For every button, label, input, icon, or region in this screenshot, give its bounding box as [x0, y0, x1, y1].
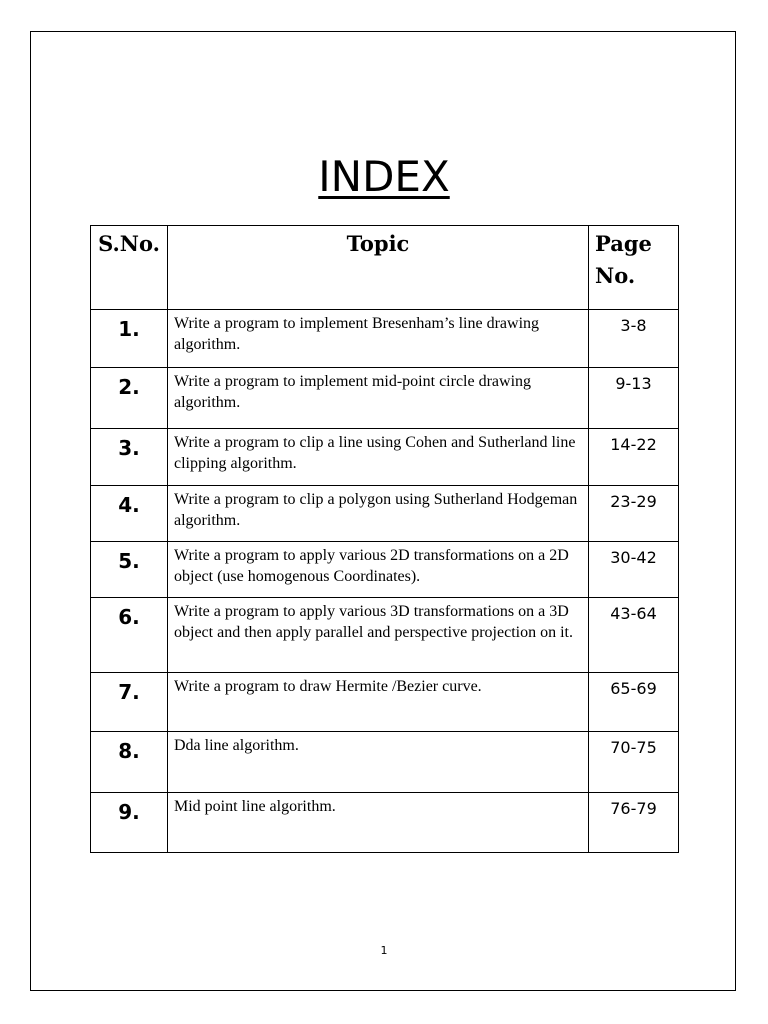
row-sno: 8. — [91, 732, 168, 793]
table-row — [91, 598, 679, 673]
title-text: INDEX — [318, 152, 450, 201]
table-row — [91, 368, 679, 429]
row-topic: Dda line algorithm. — [168, 732, 589, 793]
table-row — [91, 486, 679, 542]
row-page: 9-13 — [589, 368, 679, 429]
row-sno: 9. — [91, 793, 168, 853]
row-sno: 6. — [91, 598, 168, 673]
index-table — [90, 225, 679, 853]
table-header-row — [91, 226, 679, 310]
row-page: 70-75 — [589, 732, 679, 793]
row-topic: Write a program to clip a line using Cohen and Sutherland line clipping algorithm. — [168, 429, 589, 486]
page-title — [0, 150, 768, 204]
row-page: 65-69 — [589, 673, 679, 732]
table-row — [91, 310, 679, 368]
header-topic: Topic — [168, 226, 589, 310]
header-sno: S.No. — [91, 226, 168, 310]
row-topic: Write a program to clip a polygon using Sutherland Hodgeman algorithm. — [168, 486, 589, 542]
row-topic: Write a program to implement Bresenham’s line drawing algorithm. — [168, 310, 589, 368]
row-topic: Write a program to apply various 3D transformations on a 3D object and then apply parallel and perspective projection on it. — [168, 598, 589, 673]
header-page: Page No. — [589, 226, 679, 310]
table-row — [91, 673, 679, 732]
table-row — [91, 542, 679, 598]
row-topic: Write a program to apply various 2D transformations on a 2D object (use homogenous Coordinates). — [168, 542, 589, 598]
row-topic: Mid point line algorithm. — [168, 793, 589, 853]
row-sno: 2. — [91, 368, 168, 429]
table-row — [91, 793, 679, 853]
row-sno: 7. — [91, 673, 168, 732]
row-sno: 4. — [91, 486, 168, 542]
row-page: 76-79 — [589, 793, 679, 853]
row-page: 23-29 — [589, 486, 679, 542]
page-number: 1 — [380, 944, 388, 957]
row-page: 3-8 — [589, 310, 679, 368]
row-sno: 5. — [91, 542, 168, 598]
row-page: 43-64 — [589, 598, 679, 673]
table-row — [91, 732, 679, 793]
table-row — [91, 429, 679, 486]
row-topic: Write a program to implement mid-point circle drawing algorithm. — [168, 368, 589, 429]
row-page: 14-22 — [589, 429, 679, 486]
row-sno: 1. — [91, 310, 168, 368]
row-topic: Write a program to draw Hermite /Bezier curve. — [168, 673, 589, 732]
row-page: 30-42 — [589, 542, 679, 598]
row-sno: 3. — [91, 429, 168, 486]
